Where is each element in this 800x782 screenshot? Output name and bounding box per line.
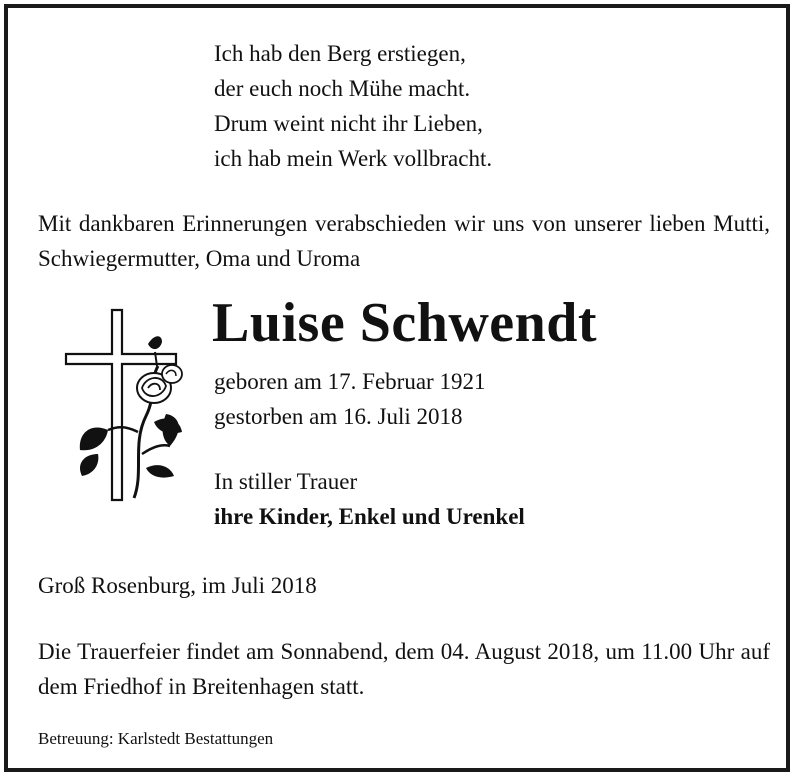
mourners (214, 464, 525, 534)
intro-text: Mit dankbaren Erinnerungen verabschieden wir uns von unserer lieben Mutti, Schwiegermutter, Oma und Uroma (38, 211, 770, 271)
poem-line: ich hab mein Werk vollbracht. (214, 146, 493, 171)
death-date: gestorben am 16. Juli 2018 (214, 404, 463, 429)
family-line: ihre Kinder, Enkel und Urenkel (214, 504, 525, 529)
place-date: Groß Rosenburg, im Juli 2018 (38, 573, 317, 598)
funeral-home-credit: Betreuung: Karlstedt Bestattungen (38, 729, 274, 748)
mourning-line: In stiller Trauer (214, 469, 358, 494)
deceased-name: Luise Schwendt (212, 292, 598, 354)
poem (214, 36, 492, 176)
poem-line: Drum weint nicht ihr Lieben, (214, 111, 483, 136)
poem-line: Ich hab den Berg erstiegen, (214, 41, 466, 66)
birth-date: geboren am 17. Februar 1921 (214, 369, 486, 394)
obituary-notice (4, 4, 790, 772)
cross-with-rose-icon (62, 304, 192, 504)
ceremony-info: Die Trauerfeier findet am Sonnabend, dem 04. August 2018, um 11.00 Uhr auf dem Friedhof in Breitenhagen statt. (38, 639, 770, 699)
life-dates (214, 364, 485, 434)
poem-line: der euch noch Mühe macht. (214, 76, 471, 101)
